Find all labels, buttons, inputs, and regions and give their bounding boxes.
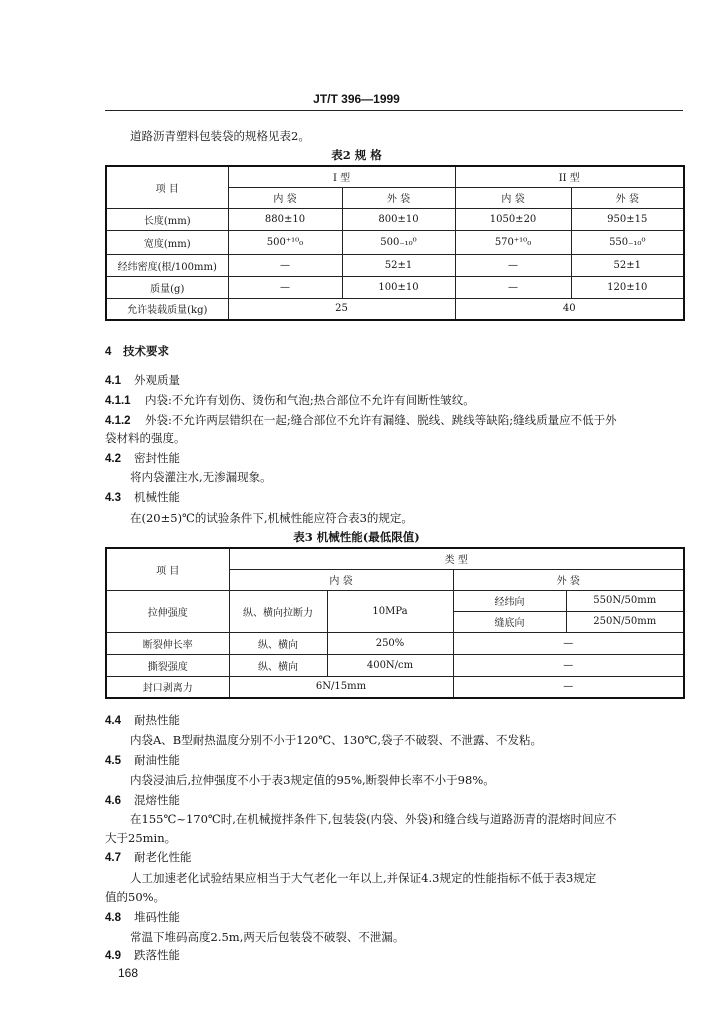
row-label: 封口剥离力 <box>106 676 229 698</box>
cell: — <box>455 254 571 276</box>
cell: 6N/15mm <box>229 676 453 698</box>
cell: 570⁺¹⁰₀ <box>455 230 571 254</box>
cell: 500⁺¹⁰₀ <box>228 230 342 254</box>
cell: — <box>453 676 684 698</box>
table-row <box>106 632 684 654</box>
row-label: 质量(g) <box>106 276 228 298</box>
table-row <box>106 230 684 254</box>
page-number: 168 <box>118 966 139 980</box>
cell: 950±15 <box>571 208 684 230</box>
section-4-1-1: 4.1.1 内袋:不允许有划伤、烫伤和气泡;热合部位不允许有间断性皱纹。 <box>105 393 475 407</box>
section-4-6-cont: 大于25min。 <box>105 831 177 845</box>
cell: 纵、横向 <box>229 654 327 676</box>
row-label: 宽度(mm) <box>106 230 228 254</box>
header-rule <box>105 110 683 111</box>
section-4-8-heading: 4.8 堆码性能 <box>105 910 180 924</box>
row-label: 长度(mm) <box>106 208 228 230</box>
table3-type-header: 类 型 <box>229 548 684 569</box>
section-4-7-cont: 值的50%。 <box>105 890 166 904</box>
cell: 52±1 <box>342 254 455 276</box>
cell: 500₋₁₀⁰ <box>342 230 455 254</box>
section-4-5-text: 内袋浸油后,拉伸强度不小于表3规定值的95%,断裂伸长率不小于98%。 <box>130 773 495 787</box>
row-label: 断裂伸长率 <box>106 632 229 654</box>
cell: 250% <box>327 632 453 654</box>
table2-item-header: 项 目 <box>106 166 228 208</box>
cell: — <box>228 254 342 276</box>
cell: 纵、横向拉断力 <box>229 590 327 632</box>
table-row <box>106 208 684 230</box>
cell: 缝底向 <box>453 611 566 632</box>
cell: 10MPa <box>327 590 453 632</box>
section-4-1-2: 4.1.2 外袋:不允许两层错织在一起;缝合部位不允许有漏缝、脱线、跳线等缺陷;缝线质量应不低于外 <box>105 413 617 427</box>
spec-table <box>105 165 685 321</box>
table3-outer-header: 外 袋 <box>453 569 684 590</box>
cell: 40 <box>455 298 684 320</box>
table2-type1-header: I 型 <box>228 166 455 187</box>
row-label: 拉伸强度 <box>106 590 229 632</box>
table2-type2-header: II 型 <box>455 166 684 187</box>
table3-item-header: 项 目 <box>106 548 229 590</box>
table-row <box>106 276 684 298</box>
cell: 纵、横向 <box>229 632 327 654</box>
table-row <box>106 298 684 320</box>
section-4-heading: 4 技术要求 <box>105 344 169 358</box>
section-4-3-heading: 4.3 机械性能 <box>105 490 180 504</box>
section-4-4-heading: 4.4 耐热性能 <box>105 713 180 727</box>
cell: — <box>455 276 571 298</box>
section-4-6-heading: 4.6 混熔性能 <box>105 793 180 807</box>
table-row <box>106 590 684 611</box>
section-4-7-text: 人工加速老化试验结果应相当于大气老化一年以上,并保证4.3规定的性能指标不低于表3规定 <box>130 871 597 885</box>
table2-caption: 表2 规 格 <box>331 148 382 162</box>
cell: 1050±20 <box>455 208 571 230</box>
row-label: 撕裂强度 <box>106 654 229 676</box>
section-4-8-text: 常温下堆码高度2.5m,两天后包装袋不破裂、不泄漏。 <box>130 930 405 944</box>
cell: 400N/cm <box>327 654 453 676</box>
cell: 800±10 <box>342 208 455 230</box>
table-row <box>106 254 684 276</box>
section-4-2-heading: 4.2 密封性能 <box>105 451 180 465</box>
cell: 25 <box>228 298 455 320</box>
section-4-4-text: 内袋A、B型耐热温度分别不小于120℃、130℃,袋子不破裂、不泄露、不发粘。 <box>130 733 543 747</box>
section-4-5-heading: 4.5 耐油性能 <box>105 753 180 767</box>
cell: — <box>228 276 342 298</box>
cell: 经纬向 <box>453 590 566 611</box>
cell: — <box>453 632 684 654</box>
intro-text: 道路沥青塑料包装袋的规格见表2。 <box>130 129 310 143</box>
table2-sub-header: 内 袋 <box>455 187 571 208</box>
cell: 550₋₁₀⁰ <box>571 230 684 254</box>
section-4-3-text: 在(20±5)℃的试验条件下,机械性能应符合表3的规定。 <box>130 511 413 525</box>
section-4-7-heading: 4.7 耐老化性能 <box>105 850 192 864</box>
section-4-6-text: 在155℃~170℃时,在机械搅拌条件下,包装袋(内袋、外袋)和缝合线与道路沥青的混熔时间应不 <box>130 812 617 826</box>
table-row <box>106 654 684 676</box>
table3-caption: 表3 机械性能(最低限值) <box>293 530 420 544</box>
cell: 880±10 <box>228 208 342 230</box>
section-4-2-text: 将内袋灌注水,无渗漏现象。 <box>130 470 272 484</box>
cell: 250N/50mm <box>566 611 684 632</box>
mechanical-table <box>105 547 685 699</box>
table-row <box>106 676 684 698</box>
table2-sub-header: 内 袋 <box>228 187 342 208</box>
table2-sub-header: 外 袋 <box>342 187 455 208</box>
row-label: 允许装载质量(kg) <box>106 298 228 320</box>
section-4-9-heading: 4.9 跌落性能 <box>105 948 180 962</box>
cell: 100±10 <box>342 276 455 298</box>
cell: 550N/50mm <box>566 590 684 611</box>
table3-inner-header: 内 袋 <box>229 569 453 590</box>
cell: 120±10 <box>571 276 684 298</box>
section-4-1-heading: 4.1 外观质量 <box>105 373 180 387</box>
cell: 52±1 <box>571 254 684 276</box>
row-label: 经纬密度(根/100mm) <box>106 254 228 276</box>
cell: — <box>453 654 684 676</box>
table2-sub-header: 外 袋 <box>571 187 684 208</box>
section-4-1-2-cont: 袋材料的强度。 <box>105 431 186 445</box>
page-header: JT/T 396—1999 <box>313 92 400 106</box>
